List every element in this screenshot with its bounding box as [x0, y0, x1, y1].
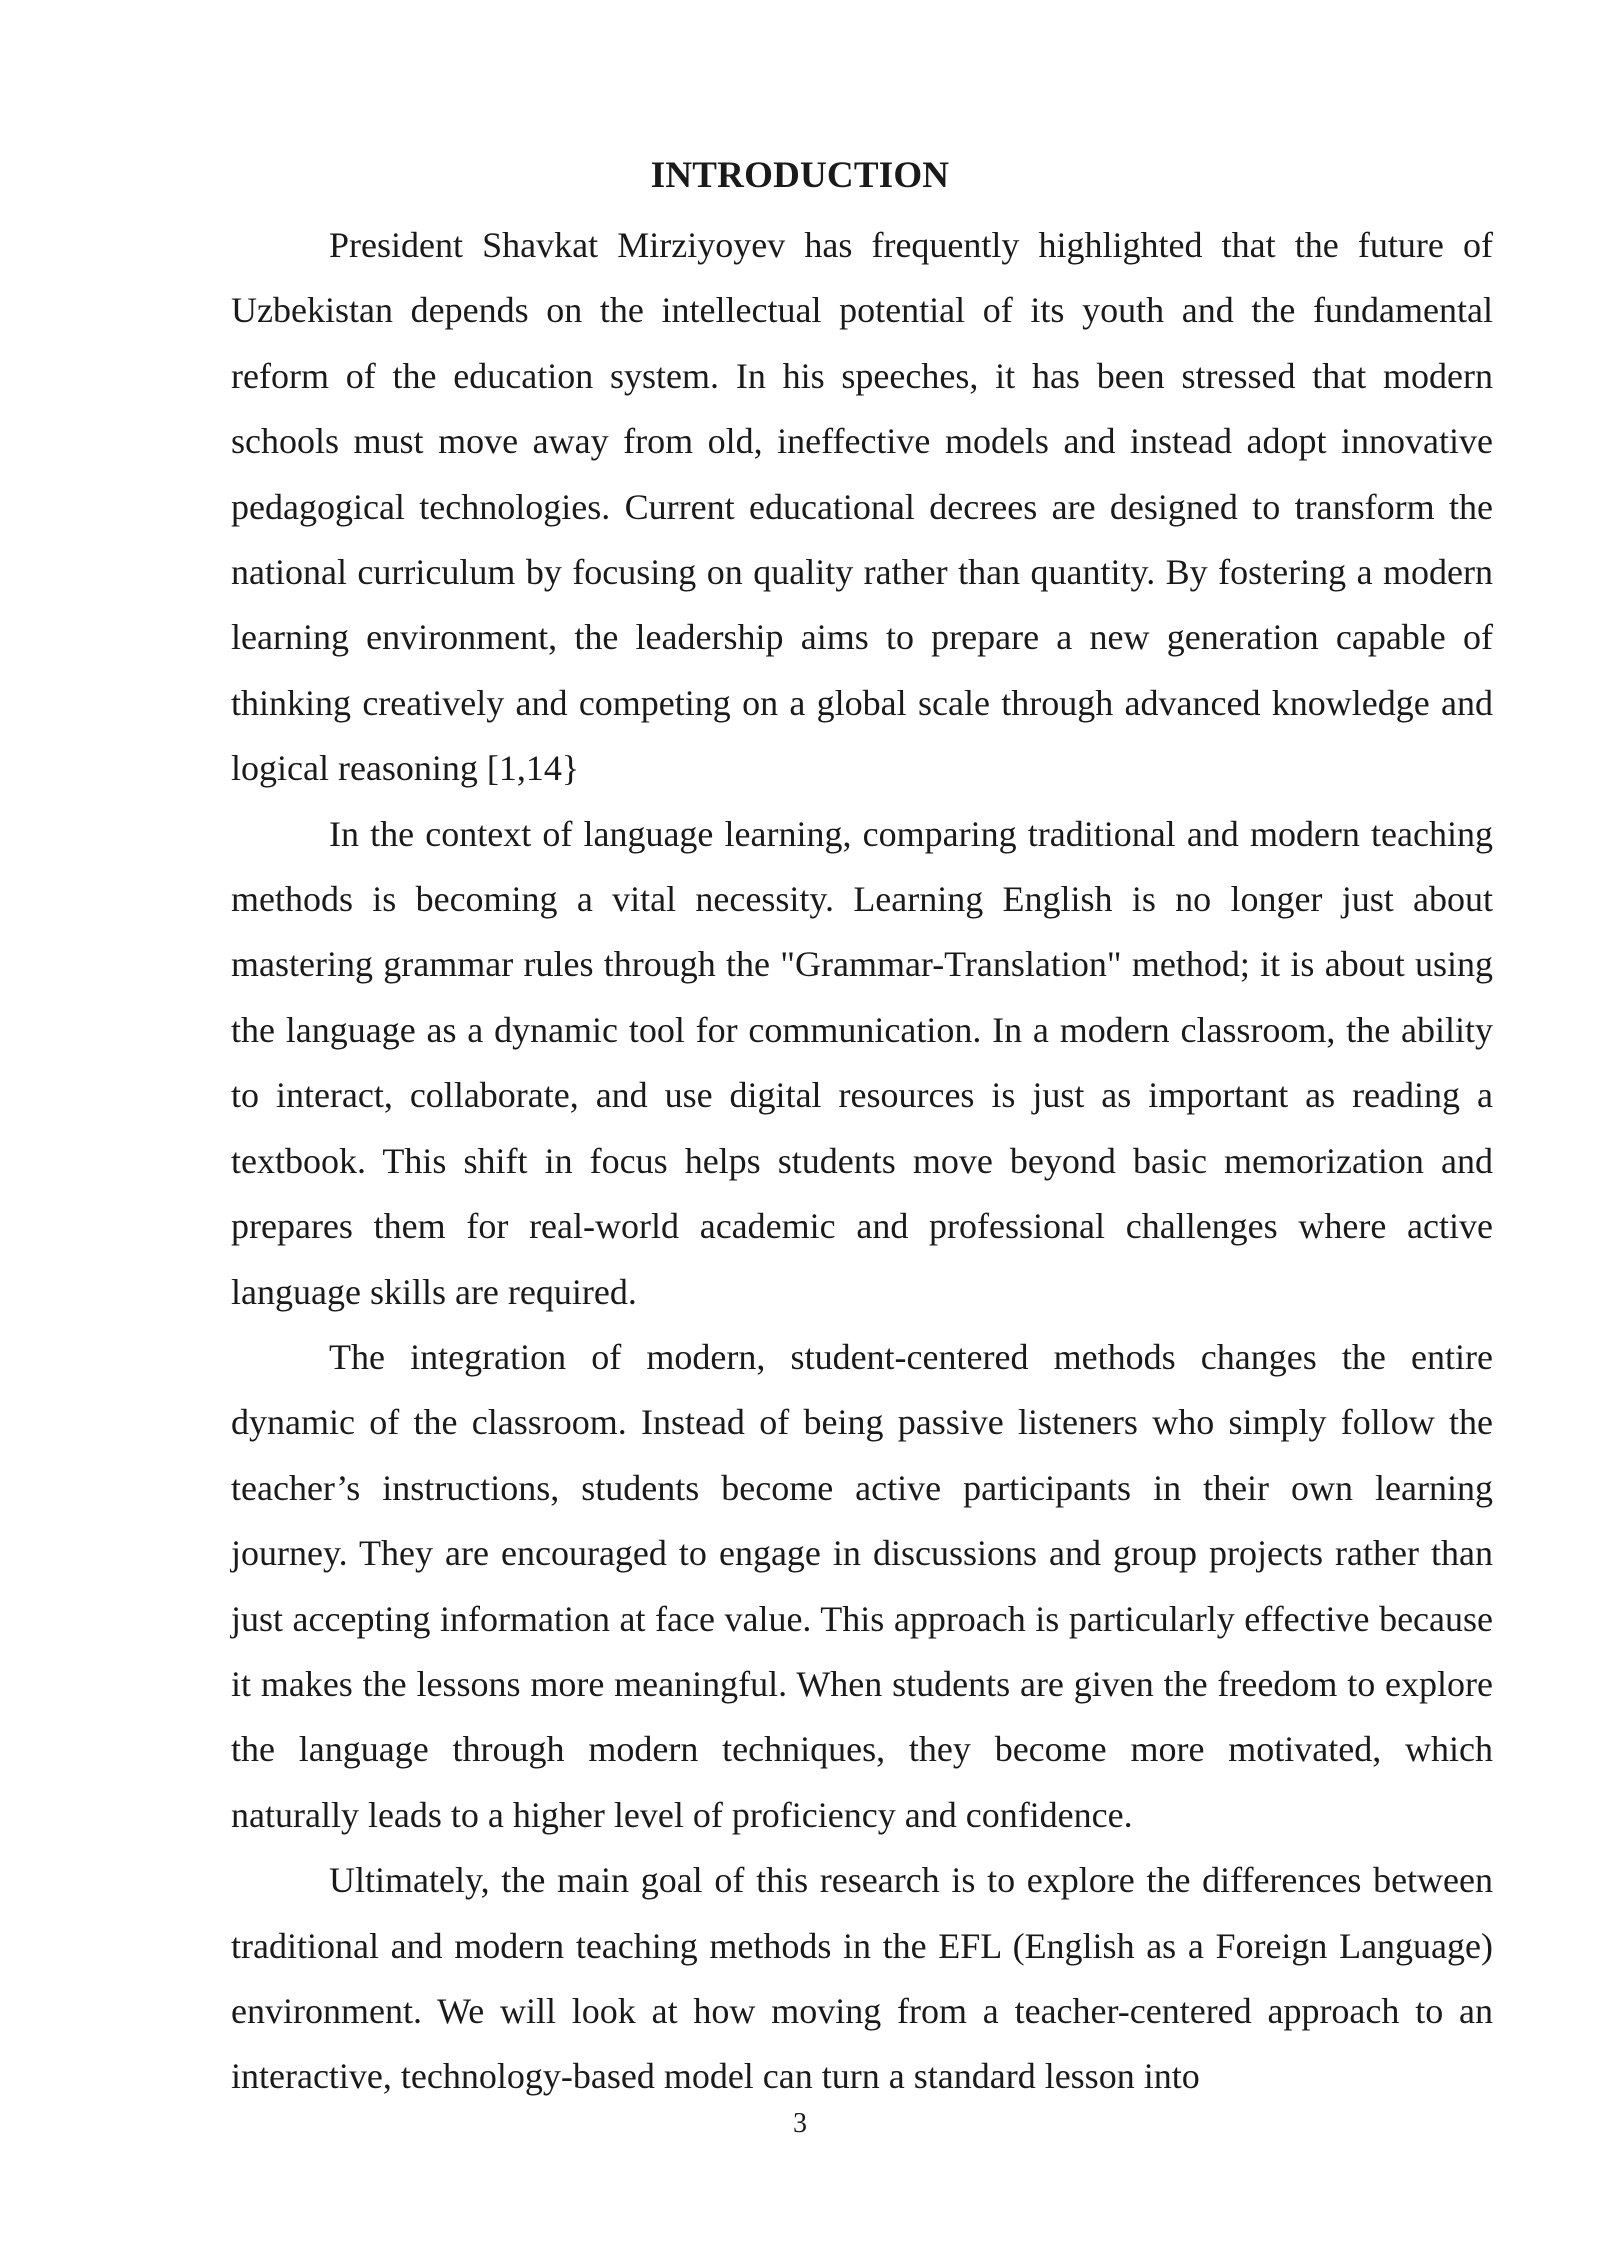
paragraph-3: The integration of modern, student-centered methods changes the entire dynamic of the classroom. Instead of being passive listeners who simply follow the teacher’s instructions, students become active participants in their own learning journey. They are encouraged to engage in discussions and group projects rather than just accepting information at face value. This approach is particularly effective because it makes the lessons more meaningful. When students are given the freedom to explore the language through modern techniques, they become more motivated, which naturally leads to a higher level of proficiency and confidence. [231, 1336, 1493, 1835]
page-title: INTRODUCTION [650, 155, 950, 196]
page-number: 3 [793, 2108, 807, 2139]
paragraph-4: Ultimately, the main goal of this research is to explore the differences between traditional and modern teaching methods in the EFL (English as a Foreign Language) environment. We will look at how moving from a teacher-centered approach to an interactive, technology-based model can turn a standard lesson into [231, 1860, 1493, 2097]
paragraph-2: In the context of language learning, comparing traditional and modern teaching methods is becoming a vital necessity. Learning English is no longer just about mastering grammar rules through the "Grammar-Translation" method; it is about using the language as a dynamic tool for communication. In a modern classroom, the ability to interact, collaborate, and use digital resources is just as important as reading a textbook. This shift in focus helps students move beyond basic memorization and prepares them for real-world academic and professional challenges where active language skills are required. [231, 813, 1493, 1312]
paragraph-1: President Shavkat Mirziyoyev has frequently highlighted that the future of Uzbekistan depends on the intellectual potential of its youth and the fundamental reform of the education system. In his speeches, it has been stressed that modern schools must move away from old, ineffective models and instead adopt innovative pedagogical technologies. Current educational decrees are designed to transform the national curriculum by focusing on quality rather than quantity. By fostering a modern learning environment, the leadership aims to prepare a new generation capable of thinking creatively and competing on a global scale through advanced knowledge and logical reasoning [1,14} [231, 225, 1493, 789]
body-text [231, 213, 1493, 2110]
